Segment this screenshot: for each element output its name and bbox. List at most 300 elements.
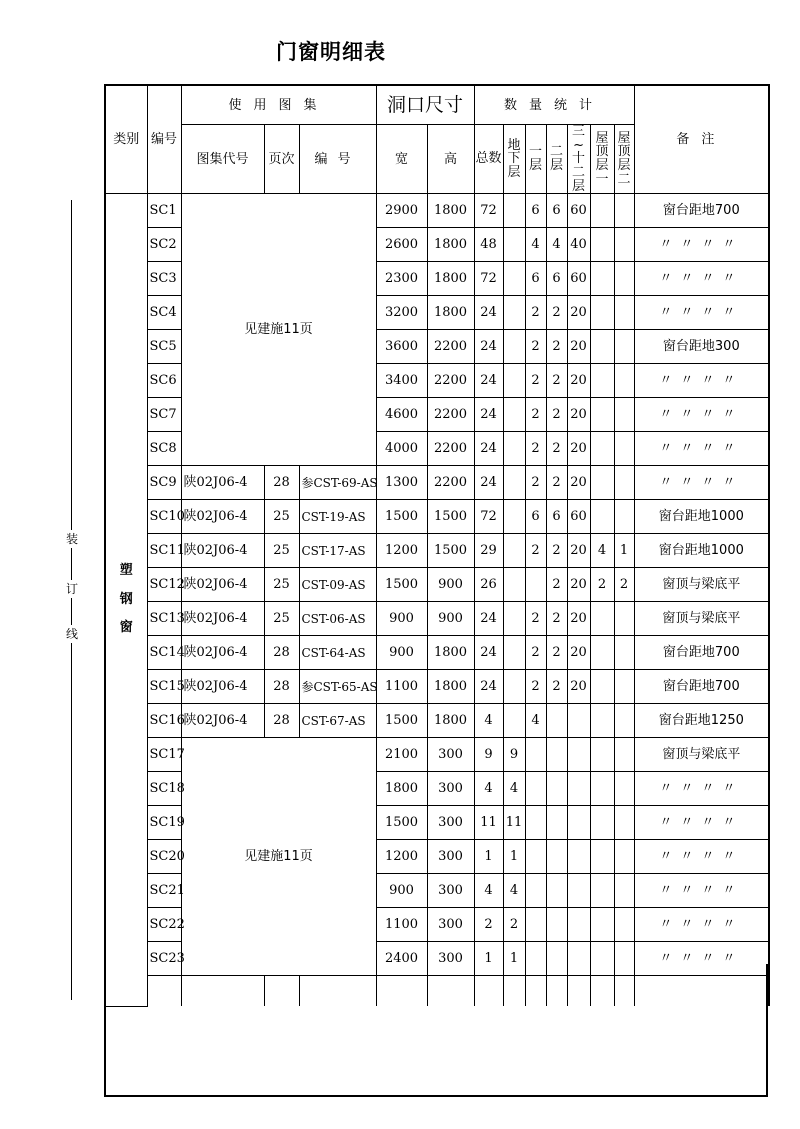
table-row (105, 466, 769, 500)
merged-atlas-note-top: 见建施11页 (181, 194, 376, 466)
cell-roof1 (590, 670, 614, 704)
cell-floor1: 2 (525, 670, 546, 704)
cell-basement (503, 704, 525, 738)
header-roof2: 屋顶层二 (614, 125, 634, 194)
cell-atlas-number: 参CST-69-AS (299, 466, 376, 500)
cell-basement (503, 602, 525, 636)
cell-id: SC12 (147, 568, 181, 602)
cell-floor1 (525, 772, 546, 806)
cell-height: 900 (427, 568, 474, 602)
cell-floor2: 2 (546, 670, 567, 704)
cell-remarks: 窗台距地1250 (634, 704, 769, 738)
cell-page: 28 (264, 670, 299, 704)
cell-height: 1800 (427, 262, 474, 296)
cell-floor1: 4 (525, 228, 546, 262)
cell-roof1 (590, 704, 614, 738)
cell-atlas-code: 陕02J06-4 (181, 534, 264, 568)
cell-basement: 4 (503, 772, 525, 806)
cell-floor1 (525, 908, 546, 942)
cell-total: 24 (474, 670, 503, 704)
cell-roof1 (590, 602, 614, 636)
cell-total: 24 (474, 364, 503, 398)
cell-width: 1500 (376, 806, 427, 840)
cell-roof2 (614, 874, 634, 908)
binding-label-char: 装 (65, 532, 78, 546)
cell-height: 1800 (427, 296, 474, 330)
cell-floor3-12: 20 (567, 364, 590, 398)
cell-roof2 (614, 636, 634, 670)
table-row (105, 704, 769, 738)
cell-floor3-12: 60 (567, 194, 590, 228)
table-row (105, 568, 769, 602)
header-roof1: 屋顶层一 (590, 125, 614, 194)
cell-page: 28 (264, 704, 299, 738)
cell-width: 3400 (376, 364, 427, 398)
cell-roof2 (614, 466, 634, 500)
cell-atlas-number: 参CST-65-AS (299, 670, 376, 704)
cell-floor3-12: 20 (567, 466, 590, 500)
cell-roof1 (590, 772, 614, 806)
cell-floor2: 2 (546, 398, 567, 432)
cell-floor1 (525, 874, 546, 908)
cell-floor1: 2 (525, 534, 546, 568)
cell-id: SC3 (147, 262, 181, 296)
cell-remarks: 窗顶与梁底平 (634, 568, 769, 602)
cell-basement: 1 (503, 840, 525, 874)
header-atlas-number: 编号 (299, 125, 376, 194)
merged-atlas-note-bottom: 见建施11页 (181, 738, 376, 976)
cell-atlas-number: CST-67-AS (299, 704, 376, 738)
cell-width: 2400 (376, 942, 427, 976)
table-row (105, 534, 769, 568)
cell-width: 1800 (376, 772, 427, 806)
header-opening: 洞口尺寸 (376, 85, 474, 125)
cell-page: 28 (264, 636, 299, 670)
cell-width: 1200 (376, 534, 427, 568)
cell-floor2 (546, 704, 567, 738)
cell-remarks: 窗顶与梁底平 (634, 602, 769, 636)
cell-basement: 9 (503, 738, 525, 772)
cell-floor2 (546, 908, 567, 942)
cell-roof1 (590, 398, 614, 432)
cell-total: 24 (474, 330, 503, 364)
header-floor1: 一层 (525, 125, 546, 194)
cell-remarks: 〃〃〃〃 (634, 840, 769, 874)
cell-roof1 (590, 194, 614, 228)
cell-width: 900 (376, 602, 427, 636)
cell-remarks: 〃〃〃〃 (634, 874, 769, 908)
cell-floor2 (546, 738, 567, 772)
cell-roof1 (590, 500, 614, 534)
cell-page: 25 (264, 534, 299, 568)
cell-basement (503, 330, 525, 364)
cell-floor2: 2 (546, 330, 567, 364)
cell-roof1 (590, 330, 614, 364)
cell-total: 24 (474, 296, 503, 330)
cell-atlas-code: 陕02J06-4 (181, 670, 264, 704)
cell-atlas-number: CST-09-AS (299, 568, 376, 602)
cell-remarks: 〃〃〃〃 (634, 228, 769, 262)
table-row (105, 636, 769, 670)
header-floor3-12: 三~十二层 (567, 125, 590, 194)
cell-total: 1 (474, 840, 503, 874)
cell-floor1: 2 (525, 466, 546, 500)
cell-atlas-number: CST-64-AS (299, 636, 376, 670)
cell-height: 1800 (427, 636, 474, 670)
cell-floor1 (525, 806, 546, 840)
header-atlas: 使用图集 (181, 85, 376, 125)
cell-width: 1200 (376, 840, 427, 874)
cell-floor2 (546, 840, 567, 874)
cell-remarks: 〃〃〃〃 (634, 296, 769, 330)
cell-floor2: 6 (546, 262, 567, 296)
cell-floor3-12: 20 (567, 602, 590, 636)
cell-total: 9 (474, 738, 503, 772)
cell-total: 72 (474, 500, 503, 534)
cell-roof2 (614, 330, 634, 364)
cell-floor1: 2 (525, 398, 546, 432)
header-quantity: 数量统计 (474, 85, 634, 125)
cell-floor1 (525, 840, 546, 874)
cell-id: SC8 (147, 432, 181, 466)
header-number: 编号 (147, 85, 181, 194)
cell-id: SC7 (147, 398, 181, 432)
cell-id: SC11 (147, 534, 181, 568)
cell-height: 300 (427, 874, 474, 908)
cell-width: 900 (376, 874, 427, 908)
cell-roof2 (614, 670, 634, 704)
cell-remarks: 〃〃〃〃 (634, 942, 769, 976)
cell-floor1: 2 (525, 602, 546, 636)
cell-roof2 (614, 602, 634, 636)
cell-roof2 (614, 840, 634, 874)
table-title: 门窗明细表 (276, 40, 386, 64)
cell-id: SC18 (147, 772, 181, 806)
cell-floor1 (525, 568, 546, 602)
cell-total: 72 (474, 194, 503, 228)
cell-width: 1500 (376, 568, 427, 602)
cell-total: 24 (474, 398, 503, 432)
cell-floor2: 2 (546, 602, 567, 636)
cell-remarks: 〃〃〃〃 (634, 772, 769, 806)
cell-roof2: 1 (614, 534, 634, 568)
cell-floor3-12 (567, 908, 590, 942)
cell-id: SC19 (147, 806, 181, 840)
cell-page: 28 (264, 466, 299, 500)
cell-roof2 (614, 432, 634, 466)
cell-floor2: 2 (546, 296, 567, 330)
cell-total: 1 (474, 942, 503, 976)
cell-id: SC21 (147, 874, 181, 908)
cell-floor3-12 (567, 874, 590, 908)
cell-height: 2200 (427, 432, 474, 466)
header-height: 高 (427, 125, 474, 194)
cell-total: 4 (474, 704, 503, 738)
cell-height: 300 (427, 840, 474, 874)
cell-floor1: 4 (525, 704, 546, 738)
cell-floor3-12 (567, 840, 590, 874)
header-width: 宽 (376, 125, 427, 194)
cell-roof2 (614, 806, 634, 840)
cell-roof1 (590, 466, 614, 500)
cell-roof1 (590, 296, 614, 330)
binding-label-char: 线 (65, 627, 78, 641)
cell-floor3-12: 60 (567, 262, 590, 296)
cell-remarks: 窗台距地700 (634, 636, 769, 670)
category-cell (105, 194, 147, 1007)
cell-roof2 (614, 738, 634, 772)
cell-roof2 (614, 772, 634, 806)
cell-floor1: 6 (525, 194, 546, 228)
cell-floor3-12: 20 (567, 636, 590, 670)
cell-floor3-12: 20 (567, 330, 590, 364)
header-basement: 地下层 (503, 125, 525, 194)
cell-atlas-number: CST-17-AS (299, 534, 376, 568)
cell-roof1 (590, 262, 614, 296)
cell-total: 4 (474, 772, 503, 806)
cell-width: 1300 (376, 466, 427, 500)
cell-id: SC1 (147, 194, 181, 228)
cell-floor2: 6 (546, 500, 567, 534)
cell-basement: 1 (503, 942, 525, 976)
cell-id: SC10 (147, 500, 181, 534)
cell-floor2: 6 (546, 194, 567, 228)
cell-basement (503, 262, 525, 296)
cell-remarks: 窗台距地300 (634, 330, 769, 364)
binding-line (71, 200, 72, 1000)
header-page: 页次 (264, 125, 299, 194)
cell-total: 24 (474, 466, 503, 500)
cell-remarks: 〃〃〃〃 (634, 398, 769, 432)
cell-height: 900 (427, 602, 474, 636)
cell-total: 24 (474, 602, 503, 636)
cell-floor3-12: 20 (567, 296, 590, 330)
cell-floor1: 2 (525, 364, 546, 398)
cell-height: 300 (427, 806, 474, 840)
cell-id: SC22 (147, 908, 181, 942)
cell-remarks: 窗台距地1000 (634, 534, 769, 568)
cell-id: SC13 (147, 602, 181, 636)
cell-basement (503, 398, 525, 432)
cell-basement (503, 500, 525, 534)
cell-atlas-code: 陕02J06-4 (181, 500, 264, 534)
cell-atlas-code: 陕02J06-4 (181, 704, 264, 738)
cell-roof2 (614, 194, 634, 228)
cell-height: 1500 (427, 500, 474, 534)
cell-total: 26 (474, 568, 503, 602)
cell-height: 1800 (427, 228, 474, 262)
cell-basement (503, 534, 525, 568)
cell-floor3-12 (567, 738, 590, 772)
cell-height: 1800 (427, 670, 474, 704)
cell-roof1 (590, 840, 614, 874)
cell-floor3-12: 20 (567, 398, 590, 432)
cell-id: SC23 (147, 942, 181, 976)
cell-page: 25 (264, 602, 299, 636)
cell-floor3-12: 20 (567, 534, 590, 568)
cell-id: SC15 (147, 670, 181, 704)
cell-id: SC5 (147, 330, 181, 364)
cell-width: 2900 (376, 194, 427, 228)
header-floor2: 二层 (546, 125, 567, 194)
cell-height: 2200 (427, 398, 474, 432)
cell-floor3-12 (567, 704, 590, 738)
cell-height: 2200 (427, 330, 474, 364)
cell-width: 1100 (376, 908, 427, 942)
cell-total: 72 (474, 262, 503, 296)
cell-height: 2200 (427, 364, 474, 398)
cell-id: SC20 (147, 840, 181, 874)
cell-basement (503, 228, 525, 262)
cell-width: 2300 (376, 262, 427, 296)
cell-remarks: 窗台距地700 (634, 194, 769, 228)
cell-id: SC6 (147, 364, 181, 398)
cell-width: 3600 (376, 330, 427, 364)
cell-remarks: 〃〃〃〃 (634, 466, 769, 500)
cell-basement (503, 466, 525, 500)
cell-height: 300 (427, 772, 474, 806)
cell-floor3-12 (567, 806, 590, 840)
cell-width: 4000 (376, 432, 427, 466)
cell-floor2: 2 (546, 432, 567, 466)
cell-remarks: 窗顶与梁底平 (634, 738, 769, 772)
cell-total: 29 (474, 534, 503, 568)
binding-label-char: 订 (65, 582, 78, 596)
cell-id: SC16 (147, 704, 181, 738)
cell-total: 24 (474, 432, 503, 466)
cell-atlas-number: CST-19-AS (299, 500, 376, 534)
cell-remarks: 〃〃〃〃 (634, 908, 769, 942)
cell-floor1: 2 (525, 636, 546, 670)
cell-roof2 (614, 398, 634, 432)
cell-total: 4 (474, 874, 503, 908)
cell-id: SC9 (147, 466, 181, 500)
cell-total: 24 (474, 636, 503, 670)
cell-roof1 (590, 228, 614, 262)
cell-basement (503, 364, 525, 398)
table-frame-bottom (104, 964, 768, 1097)
cell-floor2: 2 (546, 364, 567, 398)
cell-height: 1800 (427, 704, 474, 738)
table-row (105, 500, 769, 534)
cell-height: 1500 (427, 534, 474, 568)
cell-basement (503, 432, 525, 466)
cell-atlas-code: 陕02J06-4 (181, 636, 264, 670)
cell-page: 25 (264, 500, 299, 534)
cell-height: 300 (427, 908, 474, 942)
cell-floor3-12: 20 (567, 432, 590, 466)
cell-roof1 (590, 874, 614, 908)
table-row (105, 602, 769, 636)
door-window-schedule-table (104, 84, 770, 1007)
cell-roof1: 2 (590, 568, 614, 602)
cell-floor1: 2 (525, 330, 546, 364)
table-row (105, 194, 769, 228)
cell-roof2 (614, 228, 634, 262)
cell-floor2 (546, 806, 567, 840)
cell-floor2 (546, 874, 567, 908)
cell-roof1 (590, 806, 614, 840)
category-label: 塑钢窗 (119, 563, 133, 636)
cell-roof1 (590, 908, 614, 942)
cell-basement (503, 296, 525, 330)
cell-floor1: 2 (525, 432, 546, 466)
cell-atlas-code: 陕02J06-4 (181, 568, 264, 602)
cell-floor1: 6 (525, 262, 546, 296)
cell-roof1 (590, 738, 614, 772)
cell-basement: 4 (503, 874, 525, 908)
cell-roof1 (590, 364, 614, 398)
cell-width: 1100 (376, 670, 427, 704)
cell-roof1: 4 (590, 534, 614, 568)
cell-height: 300 (427, 738, 474, 772)
cell-roof1 (590, 636, 614, 670)
cell-roof2 (614, 908, 634, 942)
cell-basement (503, 194, 525, 228)
header-total: 总数 (474, 125, 503, 194)
cell-remarks: 〃〃〃〃 (634, 806, 769, 840)
cell-total: 2 (474, 908, 503, 942)
cell-basement (503, 568, 525, 602)
cell-basement (503, 670, 525, 704)
cell-roof2 (614, 704, 634, 738)
cell-roof2: 2 (614, 568, 634, 602)
cell-roof1 (590, 432, 614, 466)
cell-width: 1500 (376, 704, 427, 738)
cell-floor1: 6 (525, 500, 546, 534)
cell-floor2: 2 (546, 636, 567, 670)
cell-id: SC17 (147, 738, 181, 772)
cell-remarks: 窗台距地1000 (634, 500, 769, 534)
cell-roof2 (614, 262, 634, 296)
cell-height: 300 (427, 942, 474, 976)
cell-remarks: 〃〃〃〃 (634, 364, 769, 398)
cell-floor1 (525, 738, 546, 772)
cell-atlas-code: 陕02J06-4 (181, 602, 264, 636)
cell-floor2 (546, 772, 567, 806)
table-row (105, 738, 769, 772)
cell-floor3-12: 40 (567, 228, 590, 262)
cell-width: 2600 (376, 228, 427, 262)
cell-floor2: 4 (546, 228, 567, 262)
cell-floor2: 2 (546, 568, 567, 602)
header-row-top (105, 85, 769, 125)
cell-atlas-code: 陕02J06-4 (181, 466, 264, 500)
cell-remarks: 〃〃〃〃 (634, 432, 769, 466)
cell-remarks: 窗台距地700 (634, 670, 769, 704)
cell-floor2: 2 (546, 534, 567, 568)
cell-height: 1800 (427, 194, 474, 228)
table-row (105, 670, 769, 704)
cell-page: 25 (264, 568, 299, 602)
cell-floor1: 2 (525, 296, 546, 330)
cell-width: 1500 (376, 500, 427, 534)
cell-atlas-number: CST-06-AS (299, 602, 376, 636)
header-category: 类别 (105, 85, 147, 194)
cell-floor2: 2 (546, 466, 567, 500)
cell-height: 2200 (427, 466, 474, 500)
cell-id: SC2 (147, 228, 181, 262)
cell-id: SC4 (147, 296, 181, 330)
header-remarks: 备注 (634, 85, 769, 194)
cell-roof2 (614, 364, 634, 398)
cell-floor3-12: 60 (567, 500, 590, 534)
cell-floor3-12: 20 (567, 670, 590, 704)
cell-total: 11 (474, 806, 503, 840)
cell-roof2 (614, 500, 634, 534)
cell-basement: 2 (503, 908, 525, 942)
cell-floor3-12: 20 (567, 568, 590, 602)
